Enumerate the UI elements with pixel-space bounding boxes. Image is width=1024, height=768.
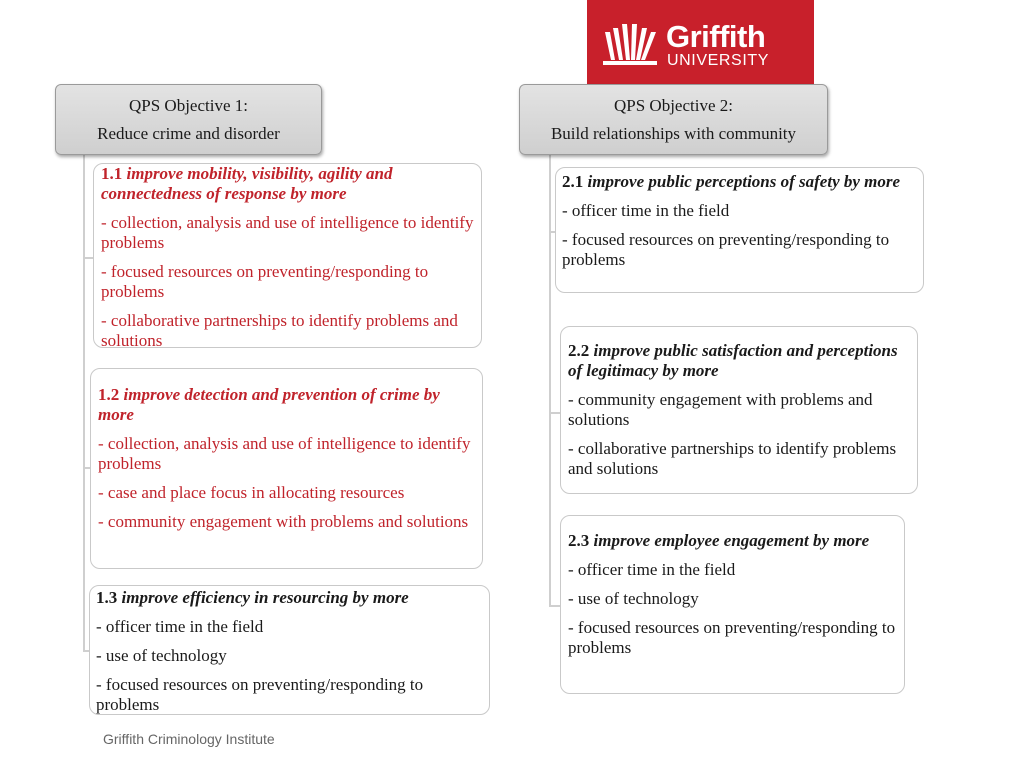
strategy-item: - focused resources on preventing/responding to problems (96, 675, 424, 714)
strategy-title: improve efficiency in resourcing by more (121, 588, 409, 607)
connector-2-2 (549, 412, 560, 414)
strategy-item: - community engagement with problems and solutions (568, 390, 873, 429)
strategy-item: - focused resources on preventing/responding to problems (101, 262, 429, 301)
griffith-logo-icon (601, 20, 661, 66)
strategy-box-2-1 (555, 167, 924, 293)
strategy-item: - case and place focus in allocating resources (98, 483, 405, 502)
objective-2-label: QPS Objective 2: (614, 96, 733, 115)
objective-1-label: QPS Objective 1: (129, 96, 248, 115)
logo-wordmark-griffith: Griffith (666, 19, 766, 54)
objective-2-title: Build relationships with community (550, 124, 797, 143)
logo-wordmark-university: UNIVERSITY (667, 52, 770, 69)
strategy-box-2-2 (560, 326, 918, 494)
strategy-item: - focused resources on preventing/responding to problems (562, 230, 890, 269)
strategy-box-1-2 (90, 368, 483, 569)
strategy-number: 2.3 (568, 531, 590, 550)
strategy-item: - collaborative partnerships to identify problems and solutions (101, 311, 458, 350)
strategy-item: - officer time in the field (562, 201, 730, 220)
strategy-item: - focused resources on preventing/responding to problems (568, 618, 896, 657)
objective-1-title: Reduce crime and disorder (97, 124, 280, 143)
connector-1-1 (83, 257, 93, 259)
strategy-item: - use of technology (96, 646, 227, 665)
strategy-item: - collection, analysis and use of intelligence to identify problems (101, 213, 474, 252)
strategy-number: 1.2 (98, 385, 120, 404)
strategy-box-1-3 (89, 585, 490, 715)
strategy-number: 2.1 (562, 172, 584, 191)
strategy-item: - use of technology (568, 589, 699, 608)
strategy-item: - community engagement with problems and solutions (98, 512, 469, 531)
strategy-title: improve mobility, visibility, agility and connectedness of response by more (101, 164, 393, 203)
connector-2-3 (549, 605, 560, 607)
strategy-title: improve employee engagement by more (593, 531, 870, 550)
strategy-box-2-3 (560, 515, 905, 694)
strategy-number: 1.1 (101, 164, 123, 183)
connector-objective-2-trunk (549, 155, 551, 605)
strategy-number: 1.3 (96, 588, 118, 607)
footer-institute: Griffith Criminology Institute (103, 731, 275, 747)
strategy-title: improve public perceptions of safety by more (587, 172, 901, 191)
connector-1-2 (83, 467, 90, 469)
objective-1-header (55, 84, 322, 155)
griffith-university-logo (587, 0, 814, 85)
objective-2-header (519, 84, 828, 155)
strategy-item: - collection, analysis and use of intelligence to identify problems (98, 434, 471, 473)
strategy-box-1-1 (93, 163, 482, 348)
strategy-item: - collaborative partnerships to identify problems and solutions (568, 439, 897, 478)
strategy-item: - officer time in the field (96, 617, 264, 636)
strategy-title: improve detection and prevention of crime by more (98, 385, 440, 424)
connector-objective-1-trunk (83, 155, 85, 650)
strategy-number: 2.2 (568, 341, 590, 360)
strategy-item: - officer time in the field (568, 560, 736, 579)
strategy-title: improve public satisfaction and perceptions of legitimacy by more (568, 341, 898, 380)
